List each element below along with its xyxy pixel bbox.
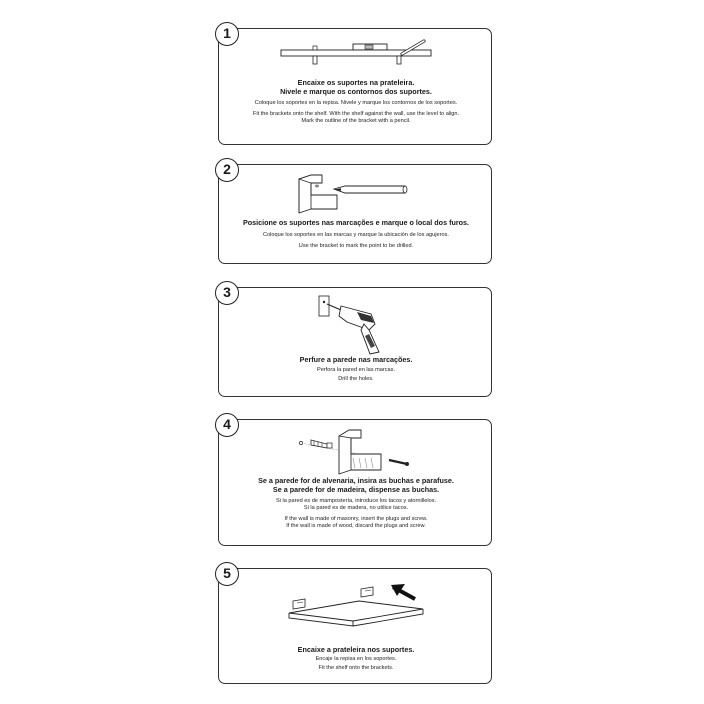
- step-5-title-line-1: Encaixe a prateleira nos suportes.: [297, 645, 415, 654]
- step-4-number: 4: [215, 413, 239, 437]
- step-4-card: [218, 419, 492, 546]
- step-3-en-line-1: Drill the holes.: [338, 375, 374, 382]
- drill-icon: [327, 304, 379, 354]
- step-1-es-line-1: Coloque los soportes en la repisa. Nivele y marque los contornos de los soportes.: [254, 100, 458, 106]
- bracket-icon: [293, 599, 305, 609]
- bracket-icon: [361, 587, 373, 597]
- wall-plug-icon: [311, 440, 327, 448]
- step-2-card: [218, 164, 492, 264]
- step-4-illustration: [219, 426, 493, 478]
- step-4-title-line-1: Se a parede for de alvenaria, insira as buchas e parafuse.: [258, 476, 454, 485]
- arrow-icon: [391, 584, 415, 599]
- step-1-card: [218, 28, 492, 145]
- step-1-en-line-1: Fit the brackets onto the shelf. With the shelf against the wall, use the level to align.: [252, 111, 460, 117]
- step-4-title-line-2: Se a parede for de madeira, dispense as buchas.: [272, 484, 440, 494]
- shelf-icon: [289, 601, 423, 626]
- step-5-en-line-1: Fit the shelf onto the brackets.: [318, 664, 394, 671]
- step-5-illustration: [219, 573, 493, 645]
- step-2-en-line-1: Use the bracket to mark the point to be drilled.: [298, 242, 414, 249]
- step-1-illustration: [219, 37, 493, 65]
- step-4-es-line-1: Si la pared es de mampostería, introduce los tacos y atornillelos.: [275, 498, 437, 504]
- step-1-number: 1: [215, 22, 239, 46]
- step-5-number: 5: [215, 562, 239, 586]
- step-1-title-line-1: Encaixe os suportes na prateleira.: [297, 78, 415, 87]
- step-4-en-line-1: If the wall is made of masonry, insert the plugs and screw.: [284, 516, 428, 522]
- step-2-illustration: [219, 169, 493, 217]
- step-3-number: 3: [215, 281, 239, 305]
- step-2-title-line-1: Posicione os suportes nas marcações e marque o local dos furos.: [242, 218, 470, 227]
- step-2-number: 2: [215, 158, 239, 182]
- step-5-card: [218, 568, 492, 684]
- step-3-illustration: [219, 290, 493, 356]
- bracket-icon: [299, 175, 337, 213]
- bracket-icon: [339, 430, 381, 474]
- screw-icon: [389, 460, 409, 466]
- step-1-title-line-2: Nivele e marque os contornos dos suportes.: [280, 86, 432, 96]
- step-3-card: [218, 287, 492, 397]
- pencil-icon: [334, 186, 407, 193]
- step-4-en-line-2: If the wall is made of wood, discard the plugs and screw.: [286, 523, 426, 529]
- wall-mark-icon: [319, 296, 329, 316]
- step-3-title-line-1: Perfure a parede nas marcações.: [299, 355, 413, 364]
- step-3-es-line-1: Perfora la pared en las marcas.: [316, 366, 396, 373]
- step-5-es-line-1: Encaje la repisa en los soportes.: [315, 655, 397, 662]
- step-2-es-line-1: Coloque los soportes en las marcas y marque la ubicación de los agujeros.: [263, 231, 449, 238]
- screw-icon: [327, 443, 332, 448]
- step-1-en-line-2: Mark the outline of the bracket with a pencil.: [301, 118, 411, 124]
- step-4-es-line-2: Si la pared es de madera, no utilice tacos.: [303, 505, 409, 511]
- level-icon: [353, 44, 387, 50]
